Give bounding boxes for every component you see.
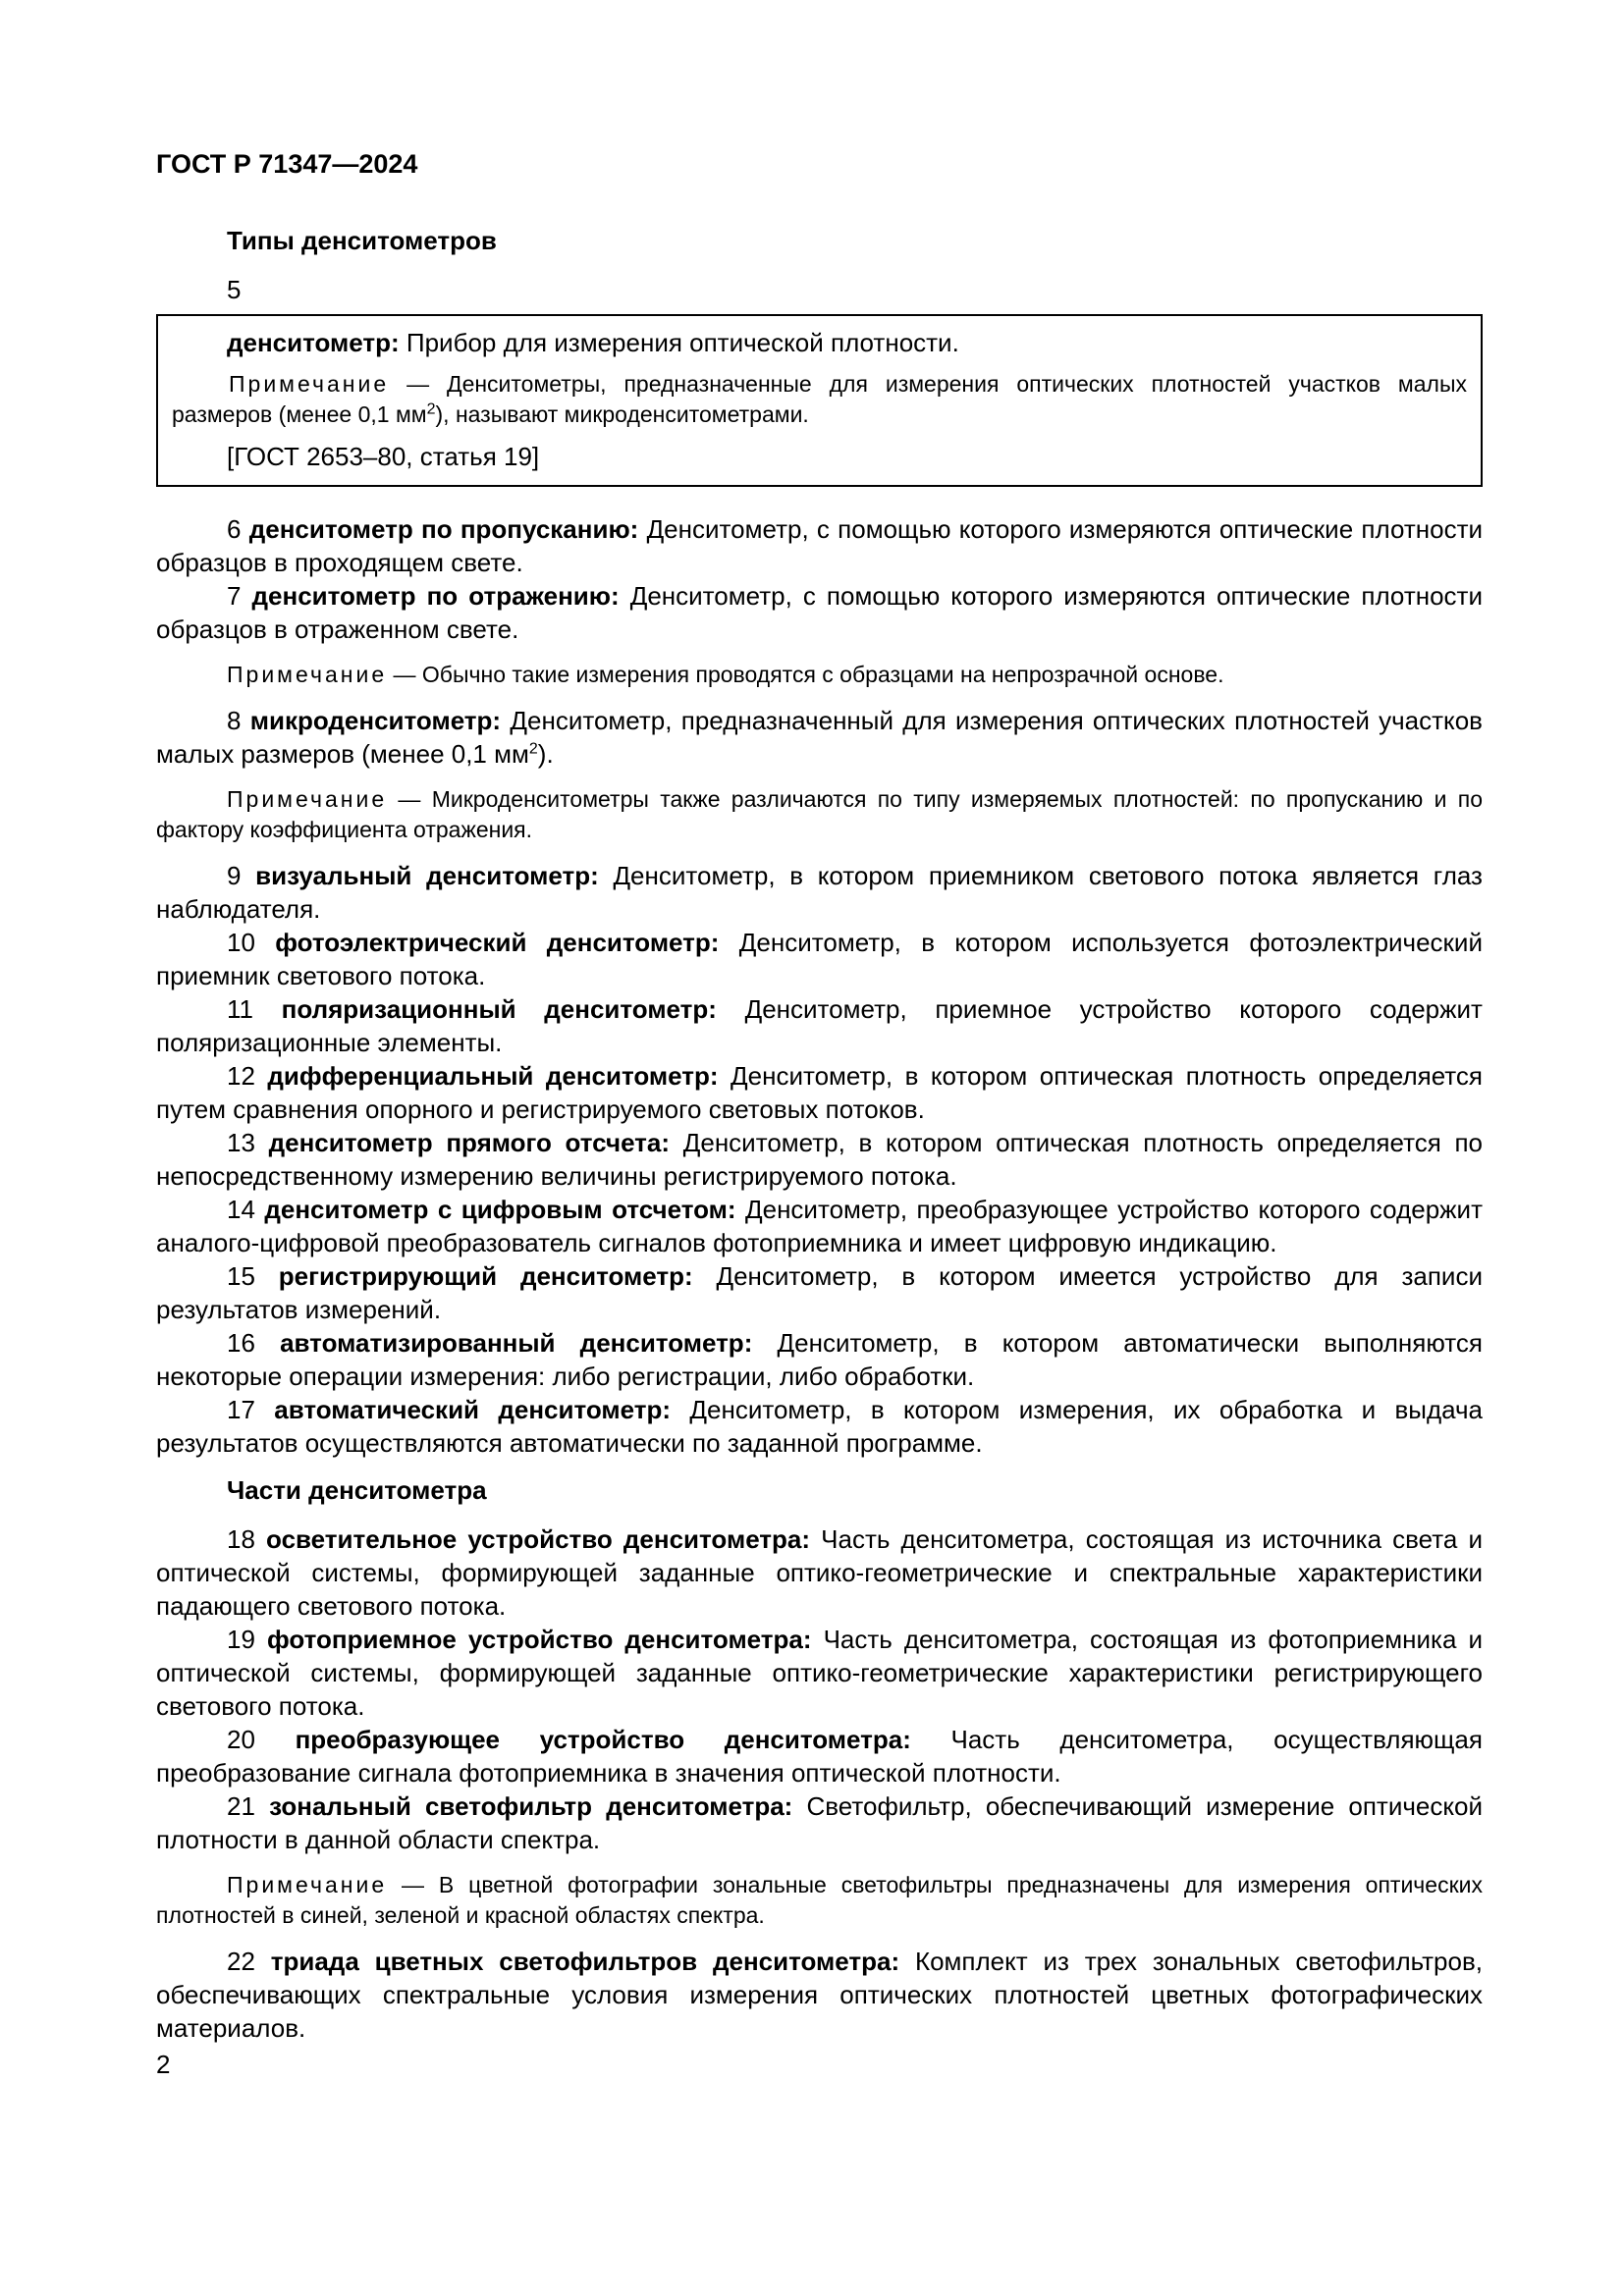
document-body (156, 224, 1483, 2045)
definition-source: [ГОСТ 2653–80, статья 19] (227, 442, 540, 471)
term-definition-16: 16 автоматизированный денситометр: Денситометр, в котором автоматически выполняются некоторые операции измерения: либо регистрации, либо обработки. (156, 1328, 1483, 1391)
term-definition-10: 10 фотоэлектрический денситометр: Денситометр, в котором используется фотоэлектрический приемник светового потока. (156, 928, 1483, 990)
term-definition-8: 8 микроденситометр: Денситометр, предназначенный для измерения оптических плотностей участков малых размеров (менее 0,1 $мм^2$). (156, 706, 1483, 769)
term-definition-9: 9 визуальный денситометр: Денситометр, в котором приемником светового потока является глаз наблюдателя. (156, 861, 1483, 924)
note-21: Примечание — В цветной фотографии зональные светофильтры предназначены для измерения оптических плотностей в синей, зеленой и красной областях спектра. (156, 1872, 1483, 1928)
note-8: Примечание — Микроденситометры также различаются по типу измеряемых плотностей: по пропусканию и по фактору коэффициента отражения. (156, 786, 1483, 842)
term-definition-12: 12 дифференциальный денситометр: Денситометр, в котором оптическая плотность определяется путем сравнения опорного и регистрируемого световых потоков. (156, 1061, 1484, 1124)
term-definition-21: 21 зональный светофильтр денситометра: Светофильтр, обеспечивающий измерение оптической плотности в данной области спектра. (156, 1791, 1484, 1854)
term-definition-17: 17 автоматический денситометр: Денситометр, в котором измерения, их обработка и выдача результатов осуществляются автоматически по заданной программе. (156, 1395, 1484, 1458)
section-title-types: Типы денситометров (227, 226, 497, 255)
standard-definition-box (156, 314, 1483, 487)
term-definition-13: 13 денситометр прямого отсчета: Денситометр, в котором оптическая плотность определяется по непосредственному измерению величины регистрируемого потока. (156, 1128, 1484, 1191)
box-note: Примечание — Денситометры, предназначенные для измерения оптических плотностей участков малых размеров (менее 0,1 $мм^2$), называют микроденситометрами. (172, 371, 1467, 427)
note-label: Примечание (229, 371, 390, 397)
term-text: Прибор для измерения оптической плотности. (406, 328, 959, 357)
term-definition-22: 22 триада цветных светофильтров денситометра: Комплект из трех зональных светофильтров, обеспечивающих спектральные условия измерения оптических плотностей цветных фотографических материалов. (156, 1947, 1483, 2043)
term-definition-15: 15 регистрирующий денситометр: Денситометр, в котором имеется устройство для записи результатов измерений. (156, 1261, 1483, 1324)
term-definition-20: 20 преобразующее устройство денситометра: Часть денситометра, осуществляющая преобразование сигнала фотоприемника в значения оптической плотности. (156, 1725, 1483, 1788)
term-definition-6: 6 денситометр по пропусканию: Денситометр, с помощью которого измеряются оптические плотности образцов в проходящем свете. (156, 514, 1483, 577)
term-number-5: 5 (227, 275, 242, 304)
term-definition-18: 18 осветительное устройство денситометра: Часть денситометра, состоящая из источника света и оптической системы, формирующей заданные оптико-геометрические и спектральные характеристики падающего светового потока. (156, 1524, 1483, 1621)
term-definition-19: 19 фотоприемное устройство денситометра: Часть денситометра, состоящая из фотоприемника и оптической системы, формирующей заданные оптико-геометрические характеристики регистрирующего светового потока. (156, 1625, 1483, 1721)
term-definition-7: 7 денситометр по отражению: Денситометр, с помощью которого измеряются оптические плотности образцов в отраженном свете. (156, 581, 1483, 644)
section-title-parts: Части денситометра (227, 1475, 487, 1505)
document-header: ГОСТ Р 71347—2024 (156, 149, 418, 179)
note-7: Примечание — Обычно такие измерения проводятся с образцами на непрозрачной основе. (227, 662, 1224, 687)
term-definition-5 (172, 326, 1467, 359)
term-name: денситометр: (227, 328, 400, 357)
term-definition-14: 14 денситометр с цифровым отсчетом: Денситометр, преобразующее устройство которого содержит аналого-цифровой преобразователь сигналов фотоприемника и имеет цифровую индикацию. (156, 1195, 1483, 1257)
term-definition-11: 11 поляризационный денситометр: Денситометр, приемное устройство которого содержит поляризационные элементы. (156, 994, 1483, 1057)
page-number: 2 (156, 2050, 171, 2079)
